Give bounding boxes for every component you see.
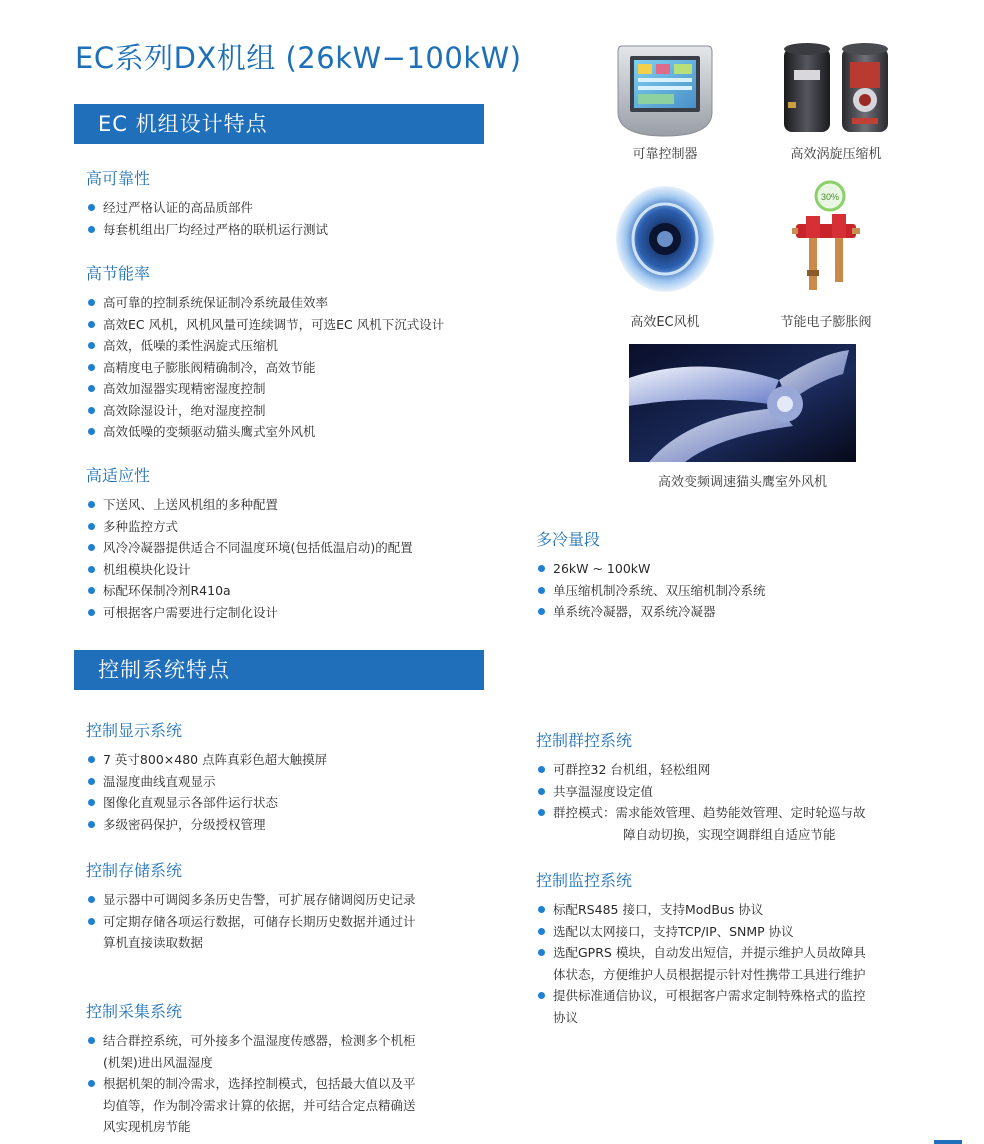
expansion-valve-image [786,180,866,296]
list-item [86,889,416,911]
ec-fan-image [614,184,716,294]
list-item-line: 标配RS485 接口，支持ModBus 协议 [553,902,764,917]
list-item [536,942,866,985]
list-item [536,899,866,921]
list-item: 标配环保制冷剂R410a [86,580,413,602]
list-item: 高精度电子膨胀阀精确制冷，高效节能 [86,357,444,379]
list-item-line: 算机直接读取数据 [103,935,204,950]
section-heading: 高适应性 [86,466,151,485]
list-item: 高效除湿设计，绝对湿度控制 [86,400,444,422]
list-item [536,802,866,845]
list-item-line: 显示器中可调阅多条历史告警，可扩展存储调阅历史记录 [103,892,416,907]
ec-fan-caption: 高效EC风机 [630,315,700,330]
capacity-section [536,527,766,623]
list-item: 高效加湿器实现精密湿度控制 [86,378,444,400]
list-item [86,1030,416,1073]
list-item-line: 共享温湿度设定值 [553,783,654,799]
efficiency-section [86,261,444,443]
bullet-list [86,1030,416,1138]
list-item [536,985,866,1028]
section-heading: 高节能率 [86,264,151,283]
bullet-list [536,899,866,1028]
section-heading: 控制显示系统 [86,721,183,740]
section-heading: 控制采集系统 [86,1002,183,1021]
list-item-line: 提供标准通信协议，可根据客户需求定制特殊格式的监控 [553,988,866,1003]
list-item [536,759,866,781]
bullet-list [86,292,444,443]
section-heading: 多冷量段 [536,530,601,549]
list-item: 单系统冷凝器，双系统冷凝器 [536,601,766,623]
list-item: 26kW ~ 100kW [536,558,766,580]
group-control-section [536,728,866,845]
list-item: 高效低噪的变频驱动猫头鹰式室外风机 [86,421,444,443]
outdoor-fan-caption: 高效变频调速猫头鹰室外风机 [657,475,827,490]
outdoor-fan-image [629,344,856,462]
list-item: 经过严格认证的高品质部件 [86,197,328,219]
list-item-line: 可群控32 台机组，轻松组网 [553,762,711,777]
list-item-line: 障自动切换，实现空调群组自适应节能 [623,826,836,842]
list-item: 温湿度曲线直观显示 [86,771,327,793]
list-item: 下送风、上送风机组的多种配置 [86,494,413,516]
list-item-line: 均值等，作为制冷需求计算的依据，并可结合定点精确送 [103,1097,416,1113]
page-title: EC系列DX机组 (26kW−100kW) [75,41,522,75]
bullet-list [86,889,416,954]
storage-section [86,858,416,954]
list-item-line: 协议 [553,1009,579,1025]
list-item: 高可靠的控制系统保证制冷系统最佳效率 [86,292,444,314]
list-item: 可根据客户需要进行定制化设计 [86,602,413,624]
list-item [536,921,866,943]
controller-caption: 可靠控制器 [632,147,698,162]
list-item [86,911,416,954]
design-features-banner: EC 机组设计特点 [74,104,484,144]
list-item-line: 可定期存储各项运行数据，可储存长期历史数据并通过计 [103,913,416,929]
valve-badge-text: 30% [820,192,840,202]
list-item-line: 根据机架的制冷需求，选择控制模式，包括最大值以及平 [103,1076,416,1091]
bullet-list [536,759,866,845]
section-heading: 控制存储系统 [86,861,183,880]
list-item [536,781,866,803]
list-item: 高效EC 风机，风机风量可连续调节，可选EC 风机下沉式设计 [86,314,444,336]
list-item: 每套机组出厂均经过严格的联机运行测试 [86,219,328,241]
controller-image [616,42,714,138]
list-item: 图像化直观显示各部件运行状态 [86,792,327,814]
control-features-banner: 控制系统特点 [74,650,484,690]
expansion-valve-caption: 节能电子膨胀阀 [780,315,872,330]
bullet-list [86,749,327,835]
list-item-line: (机架)进出风温湿度 [103,1054,213,1070]
compressor-image [780,40,892,138]
list-item: 高效，低噪的柔性涡旋式压缩机 [86,335,444,357]
section-heading: 控制监控系统 [536,871,633,890]
page-corner-tab [934,1140,962,1144]
monitor-section [536,868,866,1028]
section-heading: 控制群控系统 [536,731,633,750]
section-heading: 高可靠性 [86,169,151,188]
bullet-list [86,197,328,240]
list-item: 多种监控方式 [86,516,413,538]
list-item: 多级密码保护，分级授权管理 [86,814,327,836]
collection-section [86,999,416,1138]
list-item: 风冷冷凝器提供适合不同温度环境(包括低温启动)的配置 [86,537,413,559]
reliability-section [86,166,328,240]
bullet-list [86,494,413,623]
list-item-line: 体状态，方便维护人员根据提示针对性携带工具进行维护 [553,966,866,982]
adaptability-section [86,463,413,623]
bullet-list [536,558,766,623]
list-item-line: 选配以太网接口，支持TCP/IP、SNMP 协议 [553,923,794,939]
list-item-line: 结合群控系统，可外接多个温湿度传感器，检测多个机柜 [103,1033,416,1048]
list-item: 单压缩机制冷系统、双压缩机制冷系统 [536,580,766,602]
compressor-caption: 高效涡旋压缩机 [790,147,882,162]
list-item [86,1073,416,1138]
list-item-line: 选配GPRS 模块，自动发出短信，并提示维护人员故障具 [553,945,866,960]
list-item: 机组模块化设计 [86,559,413,581]
display-section [86,718,327,835]
list-item-line: 群控模式：需求能效管理、趋势能效管理、定时轮巡与故 [553,805,866,820]
list-item-line: 风实现机房节能 [103,1119,191,1134]
list-item: 7 英寸800×480 点阵真彩色超大触摸屏 [86,749,327,771]
